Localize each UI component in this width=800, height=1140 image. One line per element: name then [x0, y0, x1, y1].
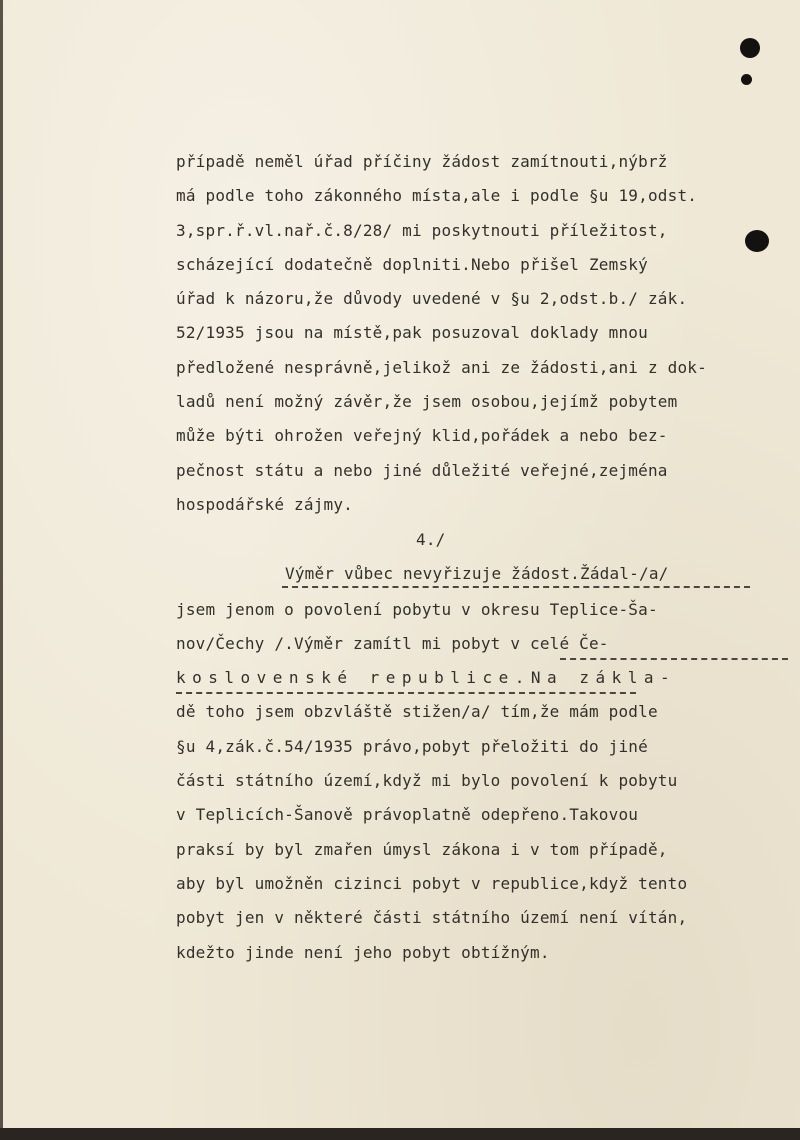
- text-line: může býti ohrožen veřejný klid,pořádek a nebo bez-: [176, 426, 668, 445]
- punch-hole-icon: [740, 38, 760, 58]
- text-line: §u 4,zák.č.54/1935 právo,pobyt přeložiti do jiné: [176, 737, 648, 756]
- punch-hole-icon: [745, 230, 769, 252]
- text-line: případě neměl úřad příčiny žádost zamítnouti,nýbrž: [176, 152, 668, 171]
- text-line: dě toho jsem obzvláště stižen/a/ tím,že mám podle: [176, 702, 658, 721]
- text-line: aby byl umožněn cizinci pobyt v republice,když tento: [176, 874, 688, 893]
- text-line: koslovenské republice.Na zákla-: [176, 668, 677, 687]
- text-line: scházející dodatečně doplniti.Nebo přišel Zemský: [176, 255, 648, 274]
- text-line: má podle toho zákonného místa,ale i podle §u 19,odst.: [176, 186, 698, 205]
- page-bottom-shadow: [0, 1128, 800, 1140]
- section-number: 4./: [416, 530, 446, 549]
- text-line: ladů není možný závěr,že jsem osobou,jejímž pobytem: [176, 392, 678, 411]
- text-line: 52/1935 jsou na místě,pak posuzoval doklady mnou: [176, 323, 648, 342]
- text-line: kdežto jinde není jeho pobyt obtížným.: [176, 943, 550, 962]
- section-heading: Výměr vůbec nevyřizuje žádost.Žádal-/a/: [285, 564, 669, 583]
- text-line: pobyt jen v některé části státního území není vítán,: [176, 908, 688, 927]
- text-line: úřad k názoru,že důvody uvedené v §u 2,odst.b./ zák.: [176, 289, 688, 308]
- text-line: hospodářské zájmy.: [176, 495, 353, 514]
- text-line: nov/Čechy /.Výměr zamítl mi pobyt v celé Če-: [176, 634, 609, 653]
- emphasis-underline: [176, 692, 636, 694]
- text-line: jsem jenom o povolení pobytu v okresu Teplice-Ša-: [176, 600, 658, 619]
- text-line: pečnost státu a nebo jiné důležité veřejné,zejména: [176, 461, 668, 480]
- text-line: 3,spr.ř.vl.nař.č.8/28/ mi poskytnouti příležitost,: [176, 221, 668, 240]
- text-line: předložené nesprávně,jelikož ani ze žádosti,ani z dok-: [176, 358, 707, 377]
- punch-hole-icon: [741, 74, 752, 85]
- text-line: v Teplicích-Šanově právoplatně odepřeno.Takovou: [176, 805, 639, 824]
- text-line: praksí by byl zmařen úmysl zákona i v tom případě,: [176, 840, 668, 859]
- emphasis-underline: [560, 658, 788, 660]
- text-line: části státního území,když mi bylo povolení k pobytu: [176, 771, 678, 790]
- heading-underline: [282, 586, 750, 588]
